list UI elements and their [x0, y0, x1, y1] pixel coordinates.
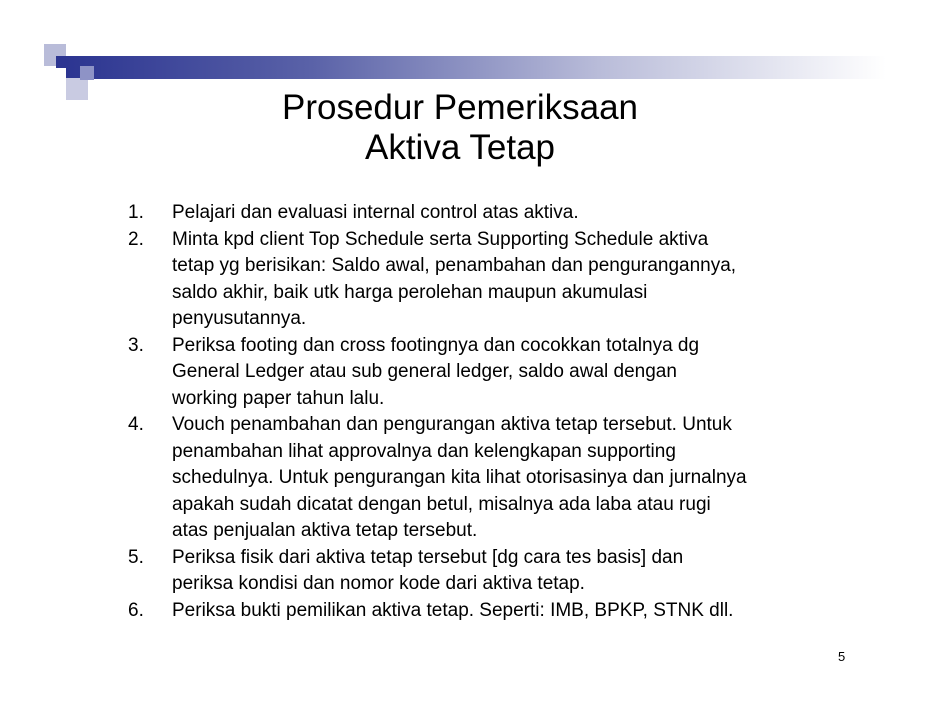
item-text-line: Pelajari dan evaluasi internal control atas aktiva.	[172, 202, 579, 223]
item-text-line: schedulnya. Untuk pengurangan kita lihat otorisasinya dan jurnalnya	[172, 467, 747, 488]
item-text-line: tetap yg berisikan: Saldo awal, penambahan dan pengurangannya,	[172, 255, 737, 276]
list-item	[128, 412, 848, 545]
list-item	[128, 598, 848, 625]
deco-square-mid	[80, 66, 94, 80]
item-text-line: General Ledger atau sub general ledger, saldo awal dengan	[172, 361, 677, 382]
title-line: Prosedur Pemeriksaan	[282, 88, 638, 127]
title-line: Aktiva Tetap	[364, 128, 556, 167]
item-text-line: Minta kpd client Top Schedule serta Supporting Schedule aktiva	[172, 228, 709, 250]
item-number: 5.	[128, 546, 144, 568]
item-text-line: working paper tahun lalu.	[172, 387, 385, 409]
list-item	[128, 200, 848, 227]
list-item	[128, 227, 848, 333]
item-text-line: Vouch penambahan dan pengurangan aktiva tetap tersebut. Untuk	[172, 414, 732, 435]
list-item	[128, 545, 848, 598]
deco-square-light-bottom	[66, 78, 88, 100]
item-text-line: saldo akhir, baik utk harga perolehan maupun akumulasi	[172, 281, 648, 303]
procedure-list	[128, 200, 848, 624]
item-text-line: Periksa footing dan cross footingnya dan cocokkan totalnya dg	[172, 334, 700, 356]
item-number: 4.	[128, 414, 144, 435]
item-number: 3.	[128, 334, 144, 356]
item-text-line: Periksa bukti pemilikan aktiva tetap. Seperti: IMB, BPKP, STNK dll.	[172, 599, 734, 621]
header-gradient-bar	[66, 56, 886, 79]
item-number: 6.	[128, 599, 144, 621]
slide-title	[160, 88, 760, 168]
item-text-line: penyusutannya.	[172, 308, 307, 329]
item-text-line: periksa kondisi dan nomor kode dari aktiva tetap.	[172, 573, 585, 594]
item-number: 1.	[128, 202, 144, 223]
item-text-line: Periksa fisik dari aktiva tetap tersebut [dg cara tes basis] dan	[172, 546, 684, 568]
item-text-line: apakah sudah dicatat dengan betul, misalnya ada laba atau rugi	[172, 493, 711, 515]
deco-square-dark	[56, 56, 68, 68]
page-number: 5	[838, 649, 846, 664]
item-text-line: penambahan lihat approvalnya dan kelengkapan supporting	[172, 440, 676, 462]
list-item	[128, 333, 848, 413]
item-number: 2.	[128, 228, 144, 250]
item-text-line: atas penjualan aktiva tetap tersebut.	[172, 520, 478, 541]
